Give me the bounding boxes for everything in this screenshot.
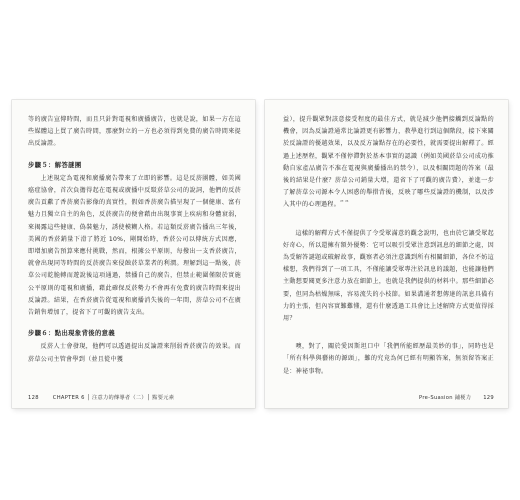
section-heading-step6: 步驟６：點出現象背後的意義 [28, 330, 116, 338]
right-paragraph-3: 噢，對了，關於愛因斯坦口中「我們所能經歷最美妙的事」，同時也是「所有科學與藝術的源頭」，難的究竟為何已經有明顯答案，無須留答案正是：神祕事物。 [283, 343, 494, 375]
footnote-refs: ⁴³ ⁴⁴ [340, 199, 349, 205]
right-page-footer [419, 394, 494, 401]
right-page-number: 129 [483, 395, 494, 401]
right-paragraph-1 [283, 114, 494, 212]
right-page [265, 100, 508, 408]
left-page-number: 128 [28, 395, 39, 401]
right-page-body [283, 114, 494, 380]
left-page-footer [28, 394, 174, 401]
right-paragraph-1-text: 益），提升觀眾對該意接受程度的最佳方式，就是減少他們接觸到反論點的機會，因為反論證通常比論證更有影響力，教學進行到這個階段，接下來關於反論證的優越效果，以及反方論點存在的必要性，就需要提出解釋了。經過上述歷程，觀眾不僅停滯對於基本事實的認識（例如美國菸草公司成功推動自家產品廣告不准在電視與廣播播出的禁令），以及相關問題的答案（最後的結果是什麼？菸草公司銷量大增，還省下了可觀的廣告費），並進一步了解菸草公司源本令人困惑的舉措背後，反映了哪些反論證的機制，以及涉入其中的心理過程。 [283, 116, 494, 209]
right-running-head: Pre-Suasion 鋪梗力 [419, 395, 472, 401]
left-paragraph-2: 上述規定為電視和廣播廣告帶來了立即的影響。這是反菸團體，如美國癌症協會，首次負擔得起在電視或廣播中反駁菸草公司的說詞，他們的反菸廣告貢獻了香菸廣告影像的真實性，假如香菸廣告描呈現了一個健康、富有魅力且獨立自主的角色，反菸廣告的便會藉由出現事實上疾病和身體衰弱，來揭露這些健康、偽裝魅力，誘使模糊人格。若這類反菸廣告播出三年後，美國的香菸銷量下滑了將近 10%，剛開始時，香菸公司以傳統方式因應，即增加廣告預算來應付挑戰，然而，根據公平原則，每撥出一支香菸廣告，就會出現同等時間的反菸廣告來侵蝕菸草業者的利潤。理解到這一點後，菸草公司乾脆轉而遊說後這項通過，禁播自己的廣告，但禁止範圍僅限於實施公平原則的電視和廣播，藉此確保反菸勢力不會再有免費的廣告時間來提出反論證。結果，在香菸廣告從電視和廣播消失後的一年間，菸草公司不在廣告銷售增加了，提省下了可觀的廣告支出。 [28, 174, 241, 317]
left-paragraph-3: 反菸人士會發現，他們可以透過提出反論證來削弱香菸廣告的效果。而菸草公司主管會學到（並且從中獲 [28, 343, 241, 363]
left-running-head: CHAPTER 6 │ 注意力的傳導者（二）│ 點要元素 [52, 395, 175, 401]
left-page-body [28, 114, 241, 368]
right-paragraph-2: 這樣的解釋方式不僅提供了令受眾滿意的觀念說明，也由於它讓受眾起好奇心，所以還擁有額外優勢：它可以吸引受眾注意到訊息的細節之處，因為受解答謎題或破解故事，觀察者必須注意識到所有相關細節，各位不妨這樣想，我們得到了一項工具，不僅能讓受眾專注於訊息的議題，也能讓他們主動想要閱更多注意力放在細節上，也就是我們提供的材料中。那些細節必要，但同為枯燥無味，容易流失的小枝節。如果溝通者想傳達的訊息具備有力的主張，但內容實難難懂，還有什麼透過工具會比上述解降方式更值得採用？ [283, 229, 494, 323]
left-paragraph-1: 等的廣告宣傳時間，而且只針對電視和廣播廣告，也就是說，如果一方在這些媒體這上買了廣告時間，那麼對立的一方也必須得到免費的廣告時間來提出反論證。 [28, 116, 241, 148]
left-page [12, 100, 255, 408]
section-heading-step5: 步驟５：解答謎團 [28, 161, 82, 169]
